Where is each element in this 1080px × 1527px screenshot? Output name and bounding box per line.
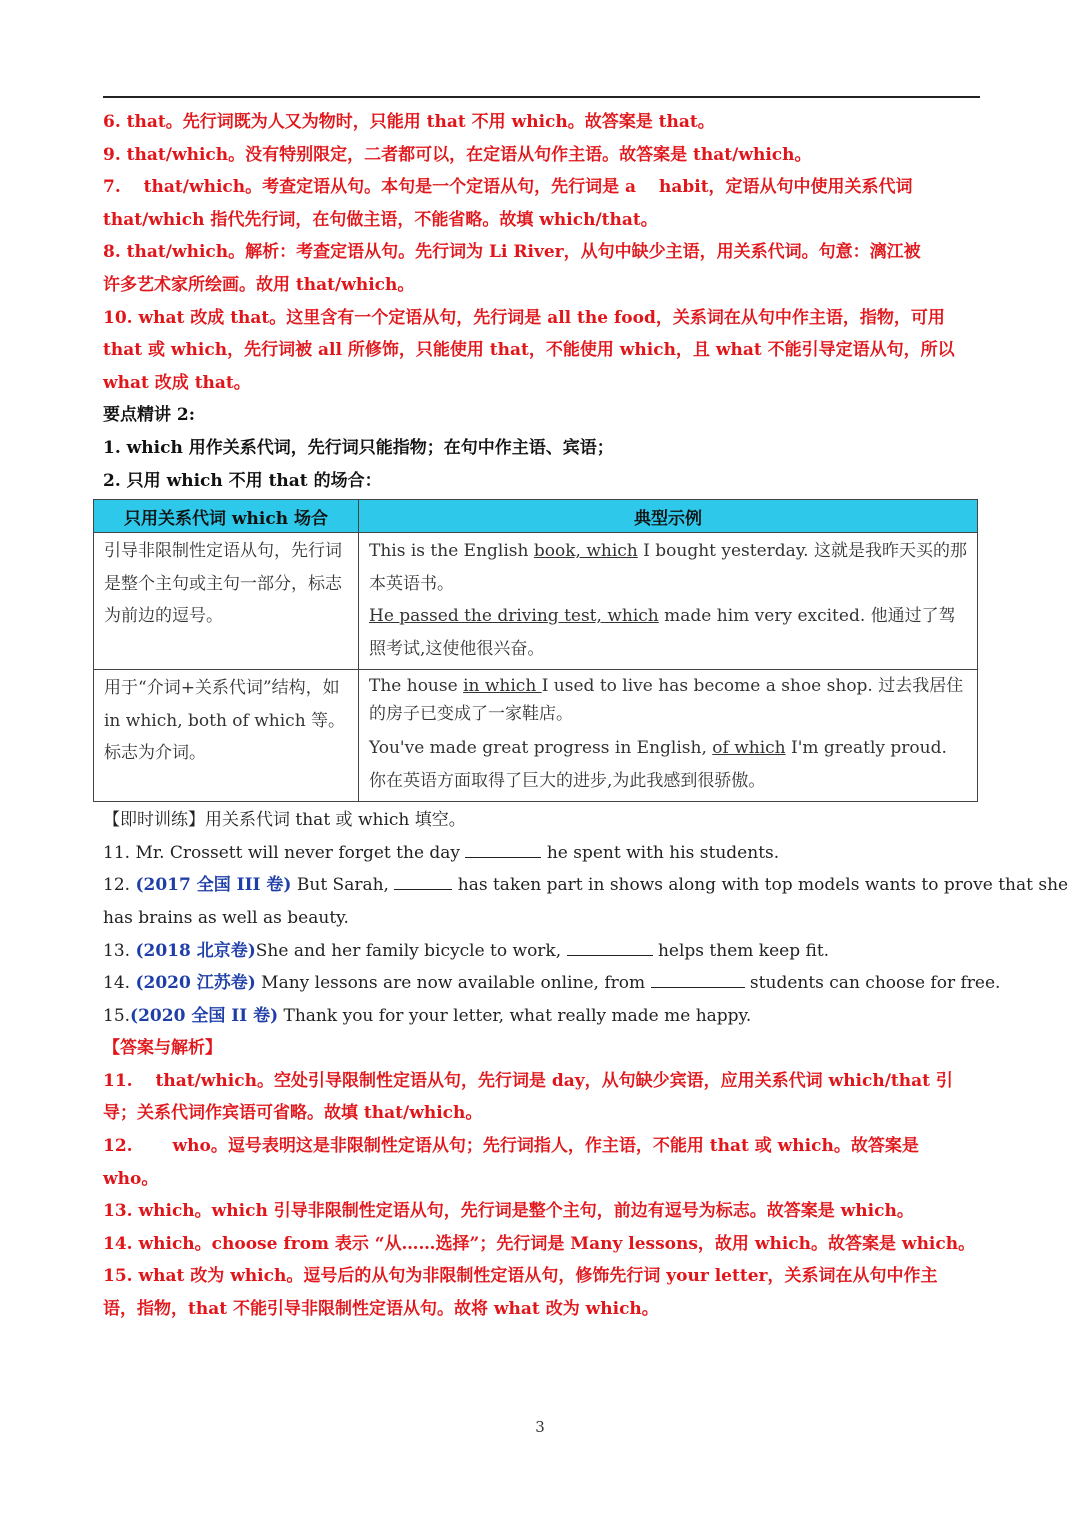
- usage-table: [93, 499, 978, 802]
- question-source: (2020 江苏卷): [135, 973, 256, 994]
- answer-line: that/which 指代先行词，在句做主语，不能省略。故填 which/that。: [103, 209, 658, 230]
- answer-blank[interactable]: [394, 873, 452, 890]
- answers-title: 【答案与解析】: [103, 1038, 222, 1059]
- question-text: Thank you for your letter, what really made me happy.: [278, 1005, 752, 1026]
- table-cell-case: 引导非限制性定语从句，先行词是整个主句或主句一部分，标志为前边的逗号。: [94, 533, 359, 670]
- example-sentence: [369, 672, 969, 732]
- answer-line: that 或 which，先行词被 all 所修饰，只能使用 that，不能使用 which，且 what 不能引导定语从句，所以: [103, 340, 955, 361]
- question-number: 14.: [103, 973, 136, 994]
- practice-section: [103, 804, 1069, 1032]
- question-12-cont: has brains as well as beauty.: [103, 907, 349, 928]
- answer-line: 语，指物，that 不能引导非限制性定语从句。故将 what 改为 which。: [103, 1299, 659, 1320]
- practice-title: 【即时训练】用关系代词 that 或 which 填空。: [103, 810, 466, 831]
- answer-line: 10. what 改成 that。这里含有一个定语从句，先行词是 all the food，关系词在从句中作主语，指物，可用: [103, 307, 945, 328]
- answer-line: 14. which。choose from 表示 “从……选择”；先行词是 Many lessons，故用 which。故答案是 which。: [103, 1233, 976, 1254]
- question-12: [103, 869, 1069, 902]
- example-text: I used to live has become a shoe shop. 过去我居住的房子已变成了一家鞋店。: [369, 676, 964, 725]
- answers-top: [103, 106, 980, 399]
- answer-line: who。: [103, 1168, 159, 1189]
- example-underline: book, which: [533, 541, 638, 562]
- question-text: he spent with his students.: [541, 842, 780, 863]
- question-15: [103, 1000, 980, 1033]
- header-rule: [103, 96, 980, 98]
- answer-blank[interactable]: [567, 939, 653, 956]
- question-text: students can choose for free.: [744, 973, 1001, 994]
- answer-line: 许多艺术家所绘画。故用 that/which。: [103, 274, 415, 295]
- answer-line: 13. which。which 引导非限制性定语从句，先行词是整个主句，前边有逗号为标志。故答案是 which。: [103, 1201, 914, 1222]
- answer-line: 15. what 改为 which。逗号后的从句为非限制性定语从句，修饰先行词 your letter，关系词在从句中作主: [103, 1266, 938, 1287]
- table-row: [94, 533, 978, 670]
- question-14: [103, 967, 1001, 1000]
- example-sentence: [369, 732, 969, 797]
- answer-blank[interactable]: [465, 841, 541, 858]
- example-underline: in which: [463, 676, 542, 697]
- table-cell-example: [359, 533, 978, 670]
- example-text: This is the English: [369, 541, 534, 562]
- table-cell-case: 用于“介词+关系代词”结构，如 in which, both of which 等。标志为介词。: [94, 670, 359, 802]
- question-11: [103, 837, 980, 870]
- example-sentence: [369, 600, 969, 665]
- question-text: Many lessons are now available online, from: [255, 973, 651, 994]
- question-text: But Sarah,: [291, 875, 395, 896]
- answer-line: 导；关系代词作宾语可省略。故填 that/which。: [103, 1103, 483, 1124]
- question-source: (2017 全国 III 卷): [135, 875, 292, 896]
- answers-bottom: [103, 1032, 980, 1325]
- table-header-example: 典型示例: [359, 500, 978, 533]
- table-row: [94, 670, 978, 802]
- question-source: (2020 全国 II 卷): [130, 1005, 279, 1026]
- page-number: 3: [535, 1418, 545, 1436]
- answer-line: what 改成 that。: [103, 372, 251, 393]
- answer-line: 11. that/which。空处引导限制性定语从句，先行词是 day，从句缺少宾语，应用关系代词 which/that 引: [103, 1070, 953, 1091]
- table-cell-example: [359, 670, 978, 802]
- answer-line: 12. who。逗号表明这是非限制性定语从句；先行词指人，作主语，不能用 that 或 which。故答案是: [103, 1136, 919, 1157]
- document-page: [103, 96, 1069, 1326]
- answer-line: 8. that/which。解析：考查定语从句。先行词为 Li River，从句中缺少主语，用关系代词。句意：漓江被: [103, 242, 921, 263]
- example-underline: He passed the driving test, which: [369, 606, 659, 627]
- question-text: helps them keep fit.: [652, 940, 830, 961]
- point-1: 1. which 用作关系代词，先行词只能指物；在句中作主语、宾语；: [103, 437, 614, 458]
- answer-line: 9. that/which。没有特别限定，二者都可以，在定语从句作主语。故答案是 that/which。: [103, 144, 812, 165]
- example-text: made him very excited. 他通过了驾照考试,这使他很兴奋。: [369, 606, 956, 659]
- answer-line: 6. that。先行词既为人又为物时，只能用 that 不用 which。故答案是 that。: [103, 112, 715, 132]
- question-13: [103, 935, 980, 968]
- question-text: She and her family bicycle to work,: [255, 940, 567, 961]
- question-source: (2018 北京卷): [135, 940, 256, 961]
- question-text: has taken part in shows along with top models wants to prove that she: [452, 875, 1069, 896]
- example-text: I'm greatly proud. 你在英语方面取得了巨大的进步,为此我感到很骄傲。: [369, 738, 947, 791]
- table-header-case: 只用关系代词 which 场合: [94, 500, 359, 533]
- example-text: You've made great progress in English,: [369, 738, 713, 759]
- question-number: 15.: [103, 1005, 131, 1026]
- example-underline: of which: [712, 738, 786, 759]
- example-sentence: [369, 535, 969, 600]
- question-number: 13.: [103, 940, 136, 961]
- point-2: 2. 只用 which 不用 that 的场合：: [103, 470, 382, 491]
- answer-line: 7. that/which。考查定语从句。本句是一个定语从句，先行词是 a habit，定语从句中使用关系代词: [103, 177, 913, 198]
- answer-blank[interactable]: [651, 971, 745, 988]
- example-text: I bought yesterday. 这就是我昨天买的那本英语书。: [369, 541, 967, 594]
- example-text: The house: [369, 676, 464, 697]
- section-heading: 要点精讲 2:: [103, 405, 196, 426]
- table-header-row: [94, 500, 978, 533]
- question-text: 11. Mr. Crossett will never forget the day: [103, 842, 466, 863]
- question-number: 12.: [103, 875, 136, 896]
